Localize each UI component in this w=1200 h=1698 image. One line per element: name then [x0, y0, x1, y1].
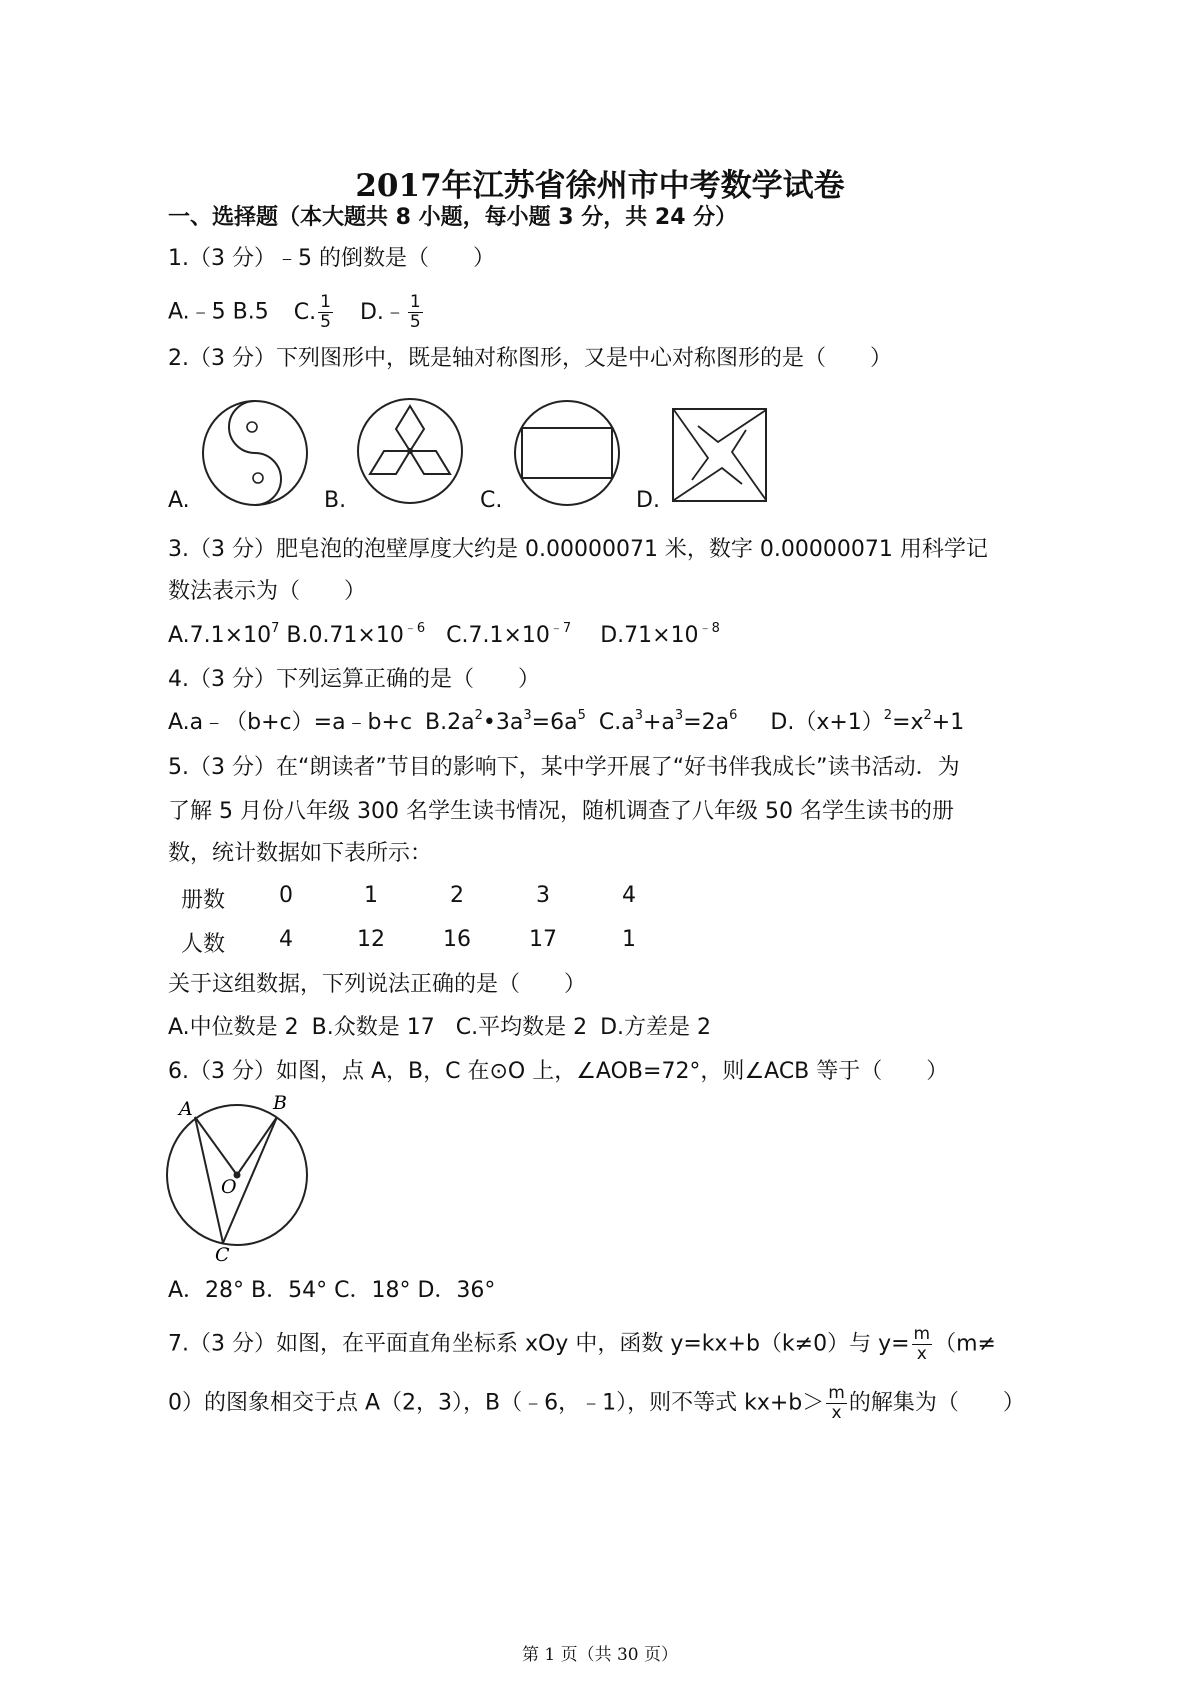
table-cell: 16 [443, 927, 471, 952]
question-1-options [168, 293, 425, 332]
question-2-option-c: C. [480, 488, 503, 513]
page-footer: 第 1 页（共 30 页） [521, 1645, 679, 1665]
question-7-line-2: 0）的图象相交于点 A（2，3），B（﹣6，﹣1），则不等式 kx+b＞ $\frac{m}{x}$ 的解集为（ ） [168, 1383, 1025, 1423]
question-5-line-2: 了解 5 月份八年级 300 名学生读书情况，随机调查了八年级 50 名学生读书的册 [168, 799, 954, 824]
table-cell: 4 [622, 883, 636, 908]
mitsubishi-figure [356, 396, 466, 506]
question-2-stem: 2.（3 分）下列图形中，既是轴对称图形，又是中心对称图形的是（ ） [168, 346, 892, 371]
question-5-line-1: 5.（3 分）在“朗读者”节目的影响下，某中学开展了“好书伴我成长”读书活动．为 [168, 755, 960, 780]
table-row-label: 人数 [180, 932, 225, 957]
point-c-label: C [215, 1244, 230, 1266]
circle-rectangle-figure [512, 398, 622, 508]
page-title: 2017年江苏省徐州市中考数学试卷 [355, 168, 845, 204]
point-a-label: A [179, 1098, 193, 1120]
question-5-question: 关于这组数据，下列说法正确的是（ ） [168, 972, 587, 997]
question-2-option-a: A. [168, 488, 190, 513]
table-cell: 3 [536, 883, 550, 908]
table-cell: 2 [450, 883, 464, 908]
table-cell: 1 [364, 883, 378, 908]
table-row-label: 册数 [180, 888, 225, 913]
option-a: A.﹣5 [168, 299, 226, 325]
question-7-line-1: 7.（3 分）如图，在平面直角坐标系 xOy 中，函数 y=kx+b（k≠0）与 y= $\frac{m}{x}$ （m≠ [168, 1324, 996, 1364]
circle-angle-figure [165, 1092, 315, 1266]
question-3-options: $A.7.1\times 10^7$ $B.0.71\times 10^{﹣6}$ $C.7.1\times 10^{﹣7}$ $D.71\times 10^{﹣8}$ [168, 620, 720, 648]
section-heading: 一、选择题（本大题共 8 小题，每小题 3 分，共 24 分） [168, 205, 738, 230]
table-cell: 4 [279, 927, 293, 952]
table-cell: 0 [279, 883, 293, 908]
option-c-fraction: $\frac{1}{5}$ [320, 292, 331, 332]
point-b-label: B [273, 1092, 287, 1114]
option-d-sign: ﹣ [383, 299, 406, 325]
question-2-option-b: B. [324, 488, 347, 513]
question-5-options: A.中位数是 2 B.众数是 17 C.平均数是 2 D.方差是 2 [168, 1015, 712, 1040]
square-pinwheel-figure [672, 408, 768, 504]
option-b: B.5 [232, 299, 269, 325]
question-1-stem: 1.（3 分）﹣5 的倒数是（ ） [168, 246, 495, 271]
question-3-line-2: 数法表示为（ ） [168, 579, 367, 604]
fraction-m-over-x-2: $\frac{m}{x}$ [828, 1383, 845, 1423]
data-table [168, 883, 688, 963]
question-4-options: A.a﹣（b+c）=a﹣b+c $B.2a^2•3a^3=6a^5$ $C.a^3+a^3=2a^6$ $D.(x+1)^2=x^2+1$ [168, 707, 965, 735]
point-o-label: O [221, 1176, 237, 1198]
yin-yang-figure [200, 398, 310, 508]
table-cell: 12 [357, 927, 385, 952]
fraction-m-over-x: $\frac{m}{x}$ [913, 1324, 931, 1364]
option-c-prefix: C. [293, 299, 317, 325]
question-3-line-1: 3.（3 分）肥皂泡的泡壁厚度大约是 0.00000071 米，数字 0.00000071 用科学记 [168, 537, 988, 562]
question-5-line-3: 数，统计数据如下表所示： [168, 841, 433, 866]
option-d-fraction: $\frac{1}{5}$ [409, 292, 421, 332]
question-2-option-d: D. [636, 488, 660, 513]
question-6-options: A．28° B．54° C．18° D．36° [168, 1278, 496, 1303]
table-cell: 1 [622, 927, 636, 952]
question-6-stem: 6.（3 分）如图，点 A，B，C 在⊙O 上，∠AOB=72°，则∠ACB 等于（ ） [168, 1059, 949, 1084]
question-4-stem: 4.（3 分）下列运算正确的是（ ） [168, 667, 540, 692]
table-cell: 17 [529, 927, 557, 952]
option-d-prefix: D. [359, 299, 384, 325]
